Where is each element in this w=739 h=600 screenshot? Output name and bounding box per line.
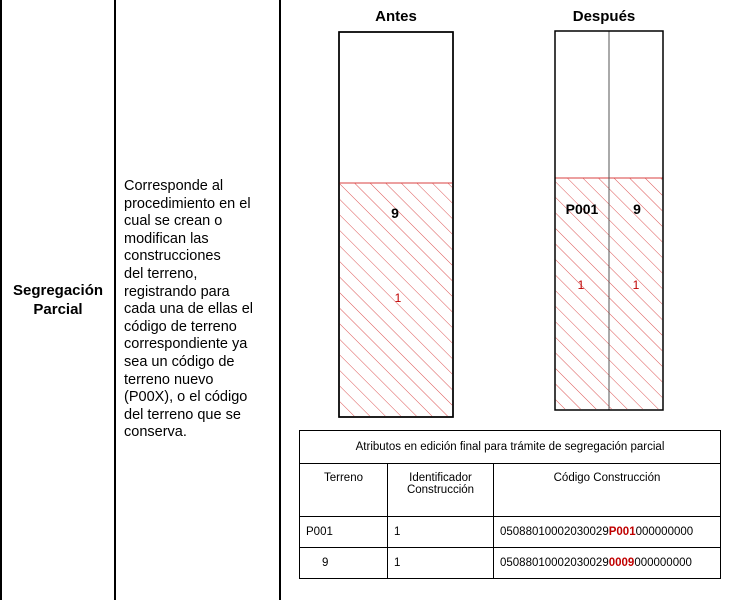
row1-codigo-prefix: 05088010002030029 bbox=[500, 526, 609, 538]
row2-identificador: 1 bbox=[388, 548, 494, 579]
before-construction-label: 1 bbox=[394, 291, 402, 305]
table-row bbox=[300, 517, 721, 548]
after-label: Después bbox=[572, 8, 636, 25]
row2-codigo-prefix: 05088010002030029 bbox=[500, 557, 609, 569]
row1-identificador: 1 bbox=[388, 517, 494, 548]
row-title: Segregación Parcial bbox=[12, 282, 104, 318]
after-left-construction-label: 1 bbox=[577, 278, 585, 292]
row2-terreno: 9 bbox=[300, 548, 388, 579]
row2-codigo bbox=[494, 548, 721, 579]
description-line: modifican las bbox=[124, 230, 209, 247]
before-terrain-label: 9 bbox=[391, 205, 399, 221]
row2-codigo-suffix: 000000000 bbox=[634, 557, 692, 569]
description-line: procedimiento en el bbox=[124, 195, 251, 212]
description-line: terreno nuevo bbox=[124, 371, 214, 388]
header-terreno: Terreno bbox=[300, 464, 388, 517]
description-line: registrando para bbox=[124, 283, 230, 300]
row1-terreno: P001 bbox=[300, 517, 388, 548]
after-right-terrain-label: 9 bbox=[633, 201, 641, 217]
description-line: correspondiente ya bbox=[124, 336, 248, 353]
after-left-terrain-label: P001 bbox=[565, 201, 599, 217]
row1-codigo-highlight: P001 bbox=[608, 526, 636, 538]
description-line: cada una de ellas el bbox=[124, 301, 253, 318]
description-line: (P00X), o el código bbox=[124, 389, 248, 406]
row1-codigo-suffix: 000000000 bbox=[635, 526, 694, 538]
description-line: sea un código de bbox=[124, 353, 235, 370]
description-line: Corresponde al bbox=[124, 178, 224, 194]
header-identificador: Identificador Construcción bbox=[388, 464, 494, 517]
row1-codigo bbox=[494, 517, 721, 548]
description-line: conserva. bbox=[124, 424, 187, 441]
table-caption: Atributos en edición final para trámite de segregación parcial bbox=[300, 431, 721, 464]
table-row bbox=[300, 548, 721, 579]
description-line: cual se crean o bbox=[124, 213, 223, 230]
row2-codigo-highlight: 0009 bbox=[608, 557, 635, 569]
header-codigo: Código Construcción bbox=[494, 464, 721, 517]
description-line: construcciones bbox=[124, 248, 221, 265]
description-line: código de terreno bbox=[124, 318, 237, 335]
description-line: del terreno que se bbox=[124, 406, 241, 423]
before-label: Antes bbox=[375, 8, 417, 25]
description-line: del terreno, bbox=[124, 265, 198, 282]
attributes-table bbox=[299, 430, 721, 579]
after-right-construction-label: 1 bbox=[632, 278, 640, 292]
